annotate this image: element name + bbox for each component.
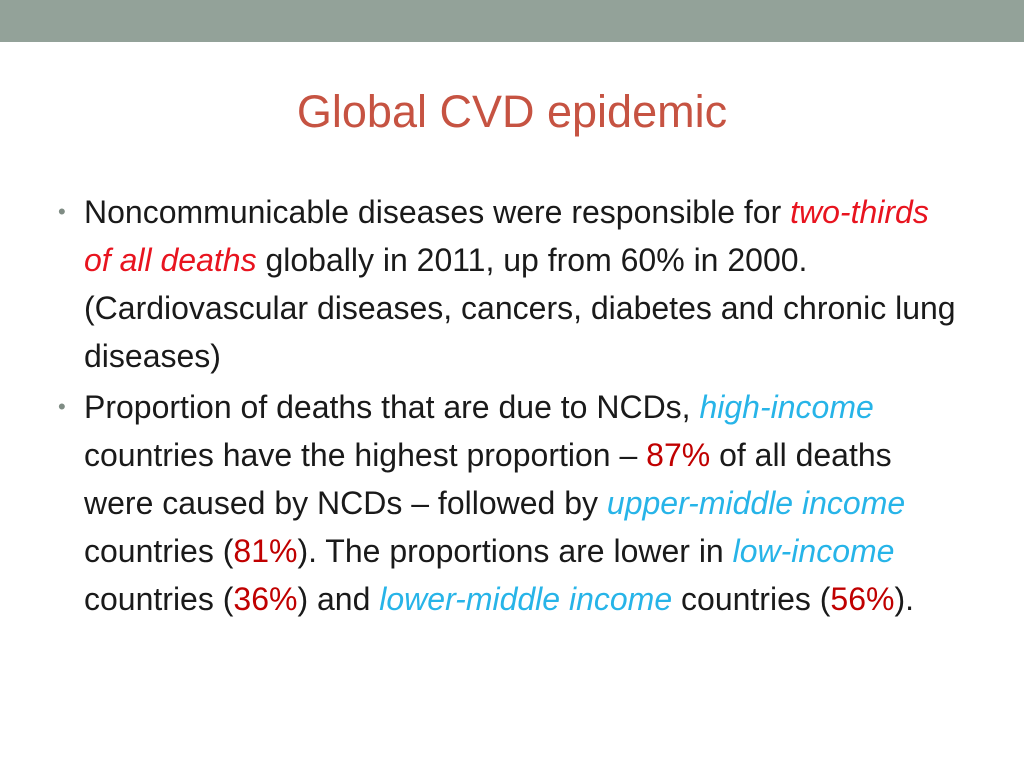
bullet-item-income-proportions bbox=[58, 383, 958, 623]
bullet-list bbox=[58, 188, 958, 626]
text-segment: ). bbox=[894, 581, 914, 617]
value-87-percent: 87% bbox=[646, 437, 711, 473]
slide-title: Global CVD epidemic bbox=[296, 86, 728, 137]
bullet-marker: • bbox=[58, 199, 66, 224]
value-36-percent: 36% bbox=[233, 581, 298, 617]
emphasis-low-income: low-income bbox=[732, 533, 895, 569]
top-accent-bar bbox=[0, 0, 1024, 42]
text-segment: Proportion of deaths that are due to NCDs, bbox=[84, 389, 700, 425]
emphasis-lower-middle-income: lower-middle income bbox=[379, 581, 673, 617]
value-81-percent: 81% bbox=[233, 533, 298, 569]
text-segment: of all deaths were caused by NCDs – followed by bbox=[84, 437, 892, 521]
text-segment: ) and bbox=[297, 581, 380, 617]
text-segment: ). The proportions are lower in bbox=[297, 533, 733, 569]
emphasis-upper-middle-income: upper-middle income bbox=[606, 485, 906, 521]
text-segment: countries have the highest proportion – bbox=[84, 437, 647, 473]
emphasis-two-thirds: two-thirds of all deaths bbox=[84, 194, 929, 278]
text-segment: countries ( bbox=[672, 581, 831, 617]
text-segment: countries ( bbox=[84, 581, 234, 617]
text-segment: countries ( bbox=[84, 533, 234, 569]
emphasis-high-income: high-income bbox=[699, 389, 874, 425]
bullet-item-ncd-deaths bbox=[58, 188, 958, 380]
text-segment: Noncommunicable diseases were responsible for bbox=[84, 194, 791, 230]
text-segment: globally in 2011, up from 60% in 2000. (Cardiovascular diseases, cancers, diabetes and chronic lung diseases) bbox=[84, 242, 956, 374]
value-56-percent: 56% bbox=[830, 581, 895, 617]
bullet-marker: • bbox=[58, 394, 66, 419]
